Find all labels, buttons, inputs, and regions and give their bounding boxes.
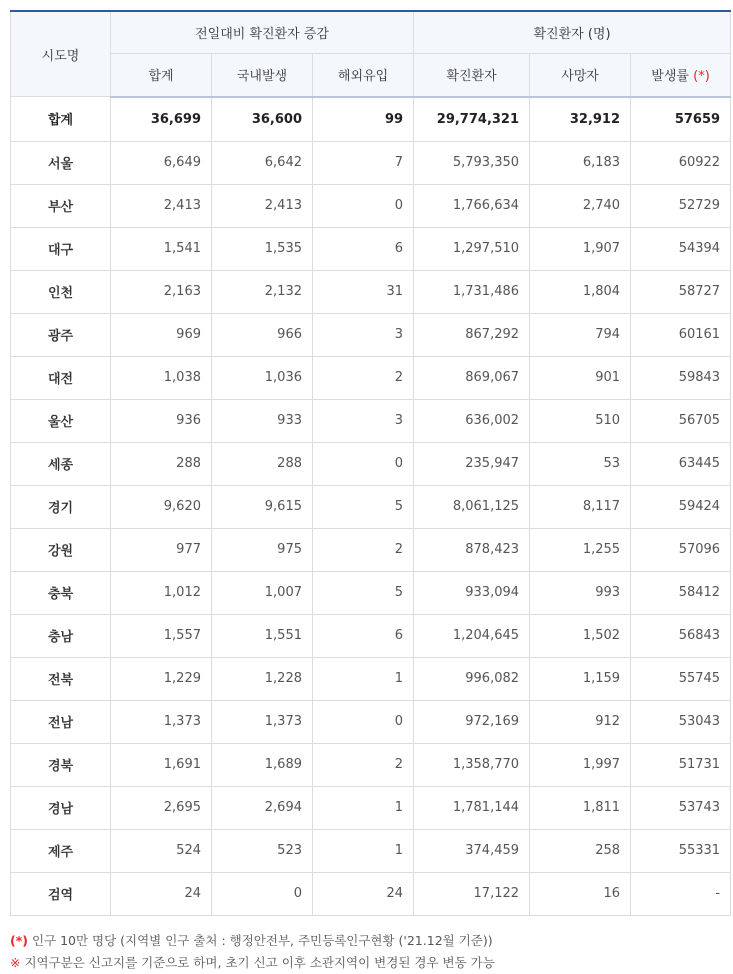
cell-deaths: 32,912 [530,97,631,142]
cell-region: 경기 [11,485,111,528]
cell-region: 제주 [11,829,111,872]
cell-region: 충남 [11,614,111,657]
cell-confirmed: 235,947 [414,442,530,485]
cell-total: 936 [111,399,212,442]
cell-incidence: 63445 [631,442,731,485]
table-row [11,657,731,700]
cell-region: 대전 [11,356,111,399]
table-row [11,399,731,442]
cell-overseas: 1 [313,786,414,829]
cell-overseas: 2 [313,356,414,399]
cell-domestic: 1,551 [212,614,313,657]
cell-incidence: - [631,872,731,915]
cell-region: 인천 [11,270,111,313]
cell-total: 2,163 [111,270,212,313]
table-row [11,614,731,657]
cell-overseas: 3 [313,399,414,442]
header-region: 시도명 [11,11,111,97]
cell-region: 전북 [11,657,111,700]
cell-total: 524 [111,829,212,872]
cell-total: 1,373 [111,700,212,743]
footnote-region-basis-text: 지역구분은 신고지를 기준으로 하며, 초기 신고 이후 소관지역이 변경된 경우 변동 가능 [20,955,495,970]
cell-incidence: 51731 [631,743,731,786]
cell-total: 1,229 [111,657,212,700]
cell-incidence: 53743 [631,786,731,829]
cell-confirmed: 17,122 [414,872,530,915]
cell-deaths: 901 [530,356,631,399]
cell-deaths: 258 [530,829,631,872]
cell-domestic: 0 [212,872,313,915]
cell-deaths: 2,740 [530,184,631,227]
header-incidence [631,54,731,97]
cell-overseas: 24 [313,872,414,915]
cell-deaths: 53 [530,442,631,485]
cell-domestic: 9,615 [212,485,313,528]
cell-region: 합계 [11,97,111,142]
cell-confirmed: 8,061,125 [414,485,530,528]
cell-overseas: 2 [313,743,414,786]
header-total: 합계 [111,54,212,97]
table-row [11,786,731,829]
table-row [11,313,731,356]
cell-incidence: 57096 [631,528,731,571]
cell-incidence: 60922 [631,141,731,184]
cell-overseas: 99 [313,97,414,142]
cell-confirmed: 867,292 [414,313,530,356]
cell-domestic: 975 [212,528,313,571]
cell-overseas: 7 [313,141,414,184]
table-row [11,872,731,915]
cell-region: 광주 [11,313,111,356]
header-group-change: 전일대비 확진환자 증감 [111,11,414,54]
cell-deaths: 1,811 [530,786,631,829]
cell-deaths: 993 [530,571,631,614]
cell-incidence: 56705 [631,399,731,442]
cell-overseas: 5 [313,485,414,528]
cell-overseas: 6 [313,614,414,657]
cell-confirmed: 1,731,486 [414,270,530,313]
cell-total: 288 [111,442,212,485]
cell-domestic: 1,535 [212,227,313,270]
cell-incidence: 59843 [631,356,731,399]
cell-total: 1,012 [111,571,212,614]
cell-overseas: 0 [313,184,414,227]
table-row [11,227,731,270]
cell-total: 24 [111,872,212,915]
cell-deaths: 1,804 [530,270,631,313]
cell-confirmed: 869,067 [414,356,530,399]
cell-confirmed: 636,002 [414,399,530,442]
cell-domestic: 523 [212,829,313,872]
cell-deaths: 912 [530,700,631,743]
table-row [11,270,731,313]
cell-total: 1,038 [111,356,212,399]
cell-total: 2,413 [111,184,212,227]
cell-domestic: 36,600 [212,97,313,142]
covid-region-table [10,10,731,916]
footnote-mark: (*) [10,933,28,948]
table-row [11,528,731,571]
table-row [11,700,731,743]
cell-overseas: 2 [313,528,414,571]
cell-incidence: 55745 [631,657,731,700]
cell-total: 36,699 [111,97,212,142]
cell-total: 2,695 [111,786,212,829]
cell-confirmed: 972,169 [414,700,530,743]
cell-deaths: 6,183 [530,141,631,184]
cell-incidence: 57659 [631,97,731,142]
cell-domestic: 1,228 [212,657,313,700]
cell-confirmed: 374,459 [414,829,530,872]
cell-overseas: 0 [313,442,414,485]
cell-overseas: 6 [313,227,414,270]
cell-region: 충북 [11,571,111,614]
cell-incidence: 56843 [631,614,731,657]
cell-confirmed: 1,766,634 [414,184,530,227]
cell-domestic: 966 [212,313,313,356]
cell-deaths: 794 [530,313,631,356]
cell-domestic: 1,007 [212,571,313,614]
cell-total: 9,620 [111,485,212,528]
table-row-total [11,97,731,142]
footnote-region-basis [10,952,495,974]
cell-overseas: 1 [313,829,414,872]
cell-overseas: 5 [313,571,414,614]
header-confirmed: 확진환자 [414,54,530,97]
cell-region: 경북 [11,743,111,786]
cell-region: 대구 [11,227,111,270]
footnote-population-text: 인구 10만 명당 (지역별 인구 출처 : 행정안전부, 주민등록인구현황 ('21.12월 기준)) [27,933,493,948]
cell-confirmed: 878,423 [414,528,530,571]
cell-incidence: 58727 [631,270,731,313]
cell-total: 977 [111,528,212,571]
cell-confirmed: 1,781,144 [414,786,530,829]
cell-incidence: 58412 [631,571,731,614]
cell-total: 1,557 [111,614,212,657]
cell-confirmed: 5,793,350 [414,141,530,184]
table-row [11,743,731,786]
cell-incidence: 60161 [631,313,731,356]
table-row [11,829,731,872]
cell-overseas: 0 [313,700,414,743]
cell-overseas: 3 [313,313,414,356]
cell-deaths: 1,502 [530,614,631,657]
cell-deaths: 1,255 [530,528,631,571]
header-incidence-mark: (*) [693,69,710,85]
cell-domestic: 2,694 [212,786,313,829]
cell-confirmed: 1,204,645 [414,614,530,657]
table-row [11,141,731,184]
cell-domestic: 1,689 [212,743,313,786]
cell-confirmed: 1,358,770 [414,743,530,786]
cell-confirmed: 1,297,510 [414,227,530,270]
cell-incidence: 52729 [631,184,731,227]
cell-domestic: 2,132 [212,270,313,313]
cell-domestic: 6,642 [212,141,313,184]
cell-region: 강원 [11,528,111,571]
cell-confirmed: 29,774,321 [414,97,530,142]
cell-domestic: 1,373 [212,700,313,743]
cell-domestic: 933 [212,399,313,442]
cell-deaths: 510 [530,399,631,442]
cell-incidence: 55331 [631,829,731,872]
footnote-population [10,930,495,952]
table-row [11,356,731,399]
cell-total: 6,649 [111,141,212,184]
cell-region: 세종 [11,442,111,485]
cell-region: 검역 [11,872,111,915]
cell-total: 1,541 [111,227,212,270]
cell-region: 부산 [11,184,111,227]
table-row [11,571,731,614]
cell-incidence: 59424 [631,485,731,528]
footnote-warn-mark: ※ [10,955,21,970]
table-row [11,442,731,485]
cell-region: 경남 [11,786,111,829]
cell-region: 서울 [11,141,111,184]
header-incidence-label: 발생률 [651,69,689,85]
table-body [11,97,731,916]
cell-domestic: 1,036 [212,356,313,399]
cell-confirmed: 933,094 [414,571,530,614]
cell-confirmed: 996,082 [414,657,530,700]
table-row [11,485,731,528]
cell-deaths: 8,117 [530,485,631,528]
header-deaths: 사망자 [530,54,631,97]
cell-domestic: 288 [212,442,313,485]
cell-deaths: 16 [530,872,631,915]
header-domestic: 국내발생 [212,54,313,97]
header-group-confirmed: 확진환자 (명) [414,11,731,54]
table-row [11,184,731,227]
cell-overseas: 1 [313,657,414,700]
footnotes [10,930,495,974]
cell-deaths: 1,159 [530,657,631,700]
cell-incidence: 54394 [631,227,731,270]
cell-deaths: 1,997 [530,743,631,786]
cell-deaths: 1,907 [530,227,631,270]
table-header [11,11,731,97]
cell-region: 전남 [11,700,111,743]
cell-region: 울산 [11,399,111,442]
header-overseas: 해외유입 [313,54,414,97]
cell-total: 1,691 [111,743,212,786]
cell-total: 969 [111,313,212,356]
cell-incidence: 53043 [631,700,731,743]
cell-domestic: 2,413 [212,184,313,227]
cell-overseas: 31 [313,270,414,313]
